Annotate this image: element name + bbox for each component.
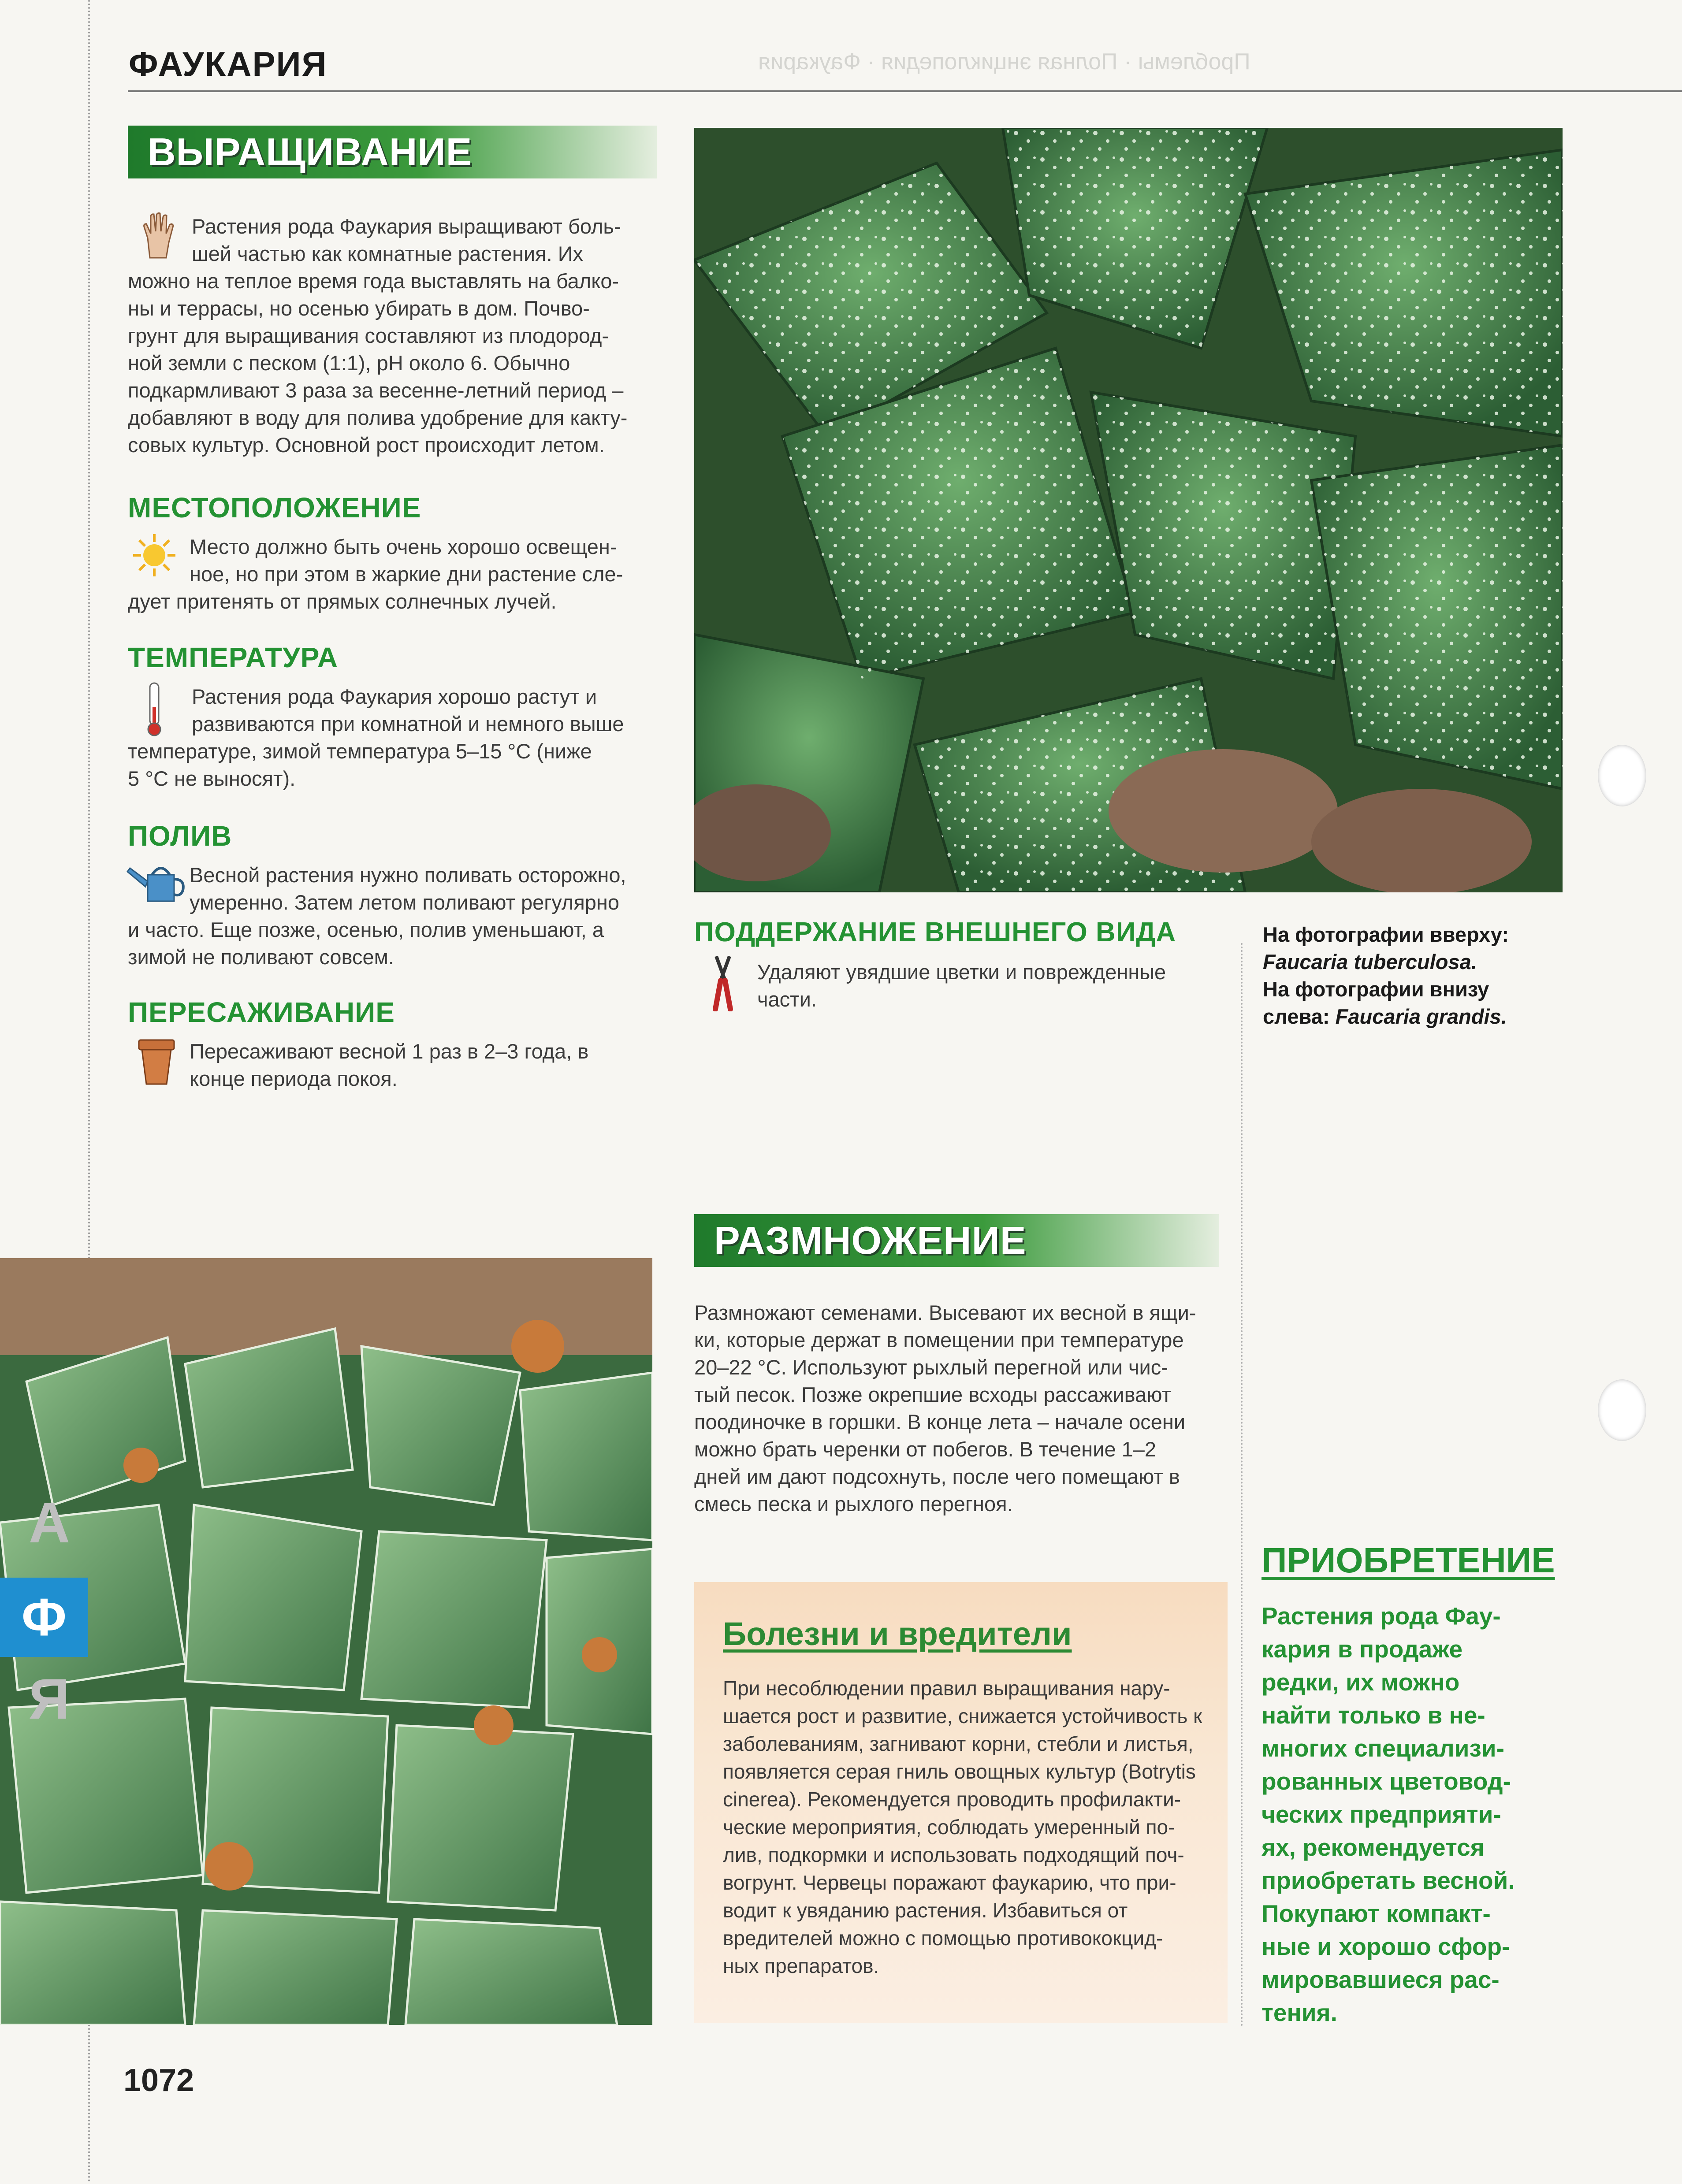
binder-hole xyxy=(1598,1379,1646,1441)
propagation-banner-text: РАЗМНОЖЕНИЕ xyxy=(714,1218,1027,1262)
care-text: Удаляют увядшие цветки и поврежденные части. xyxy=(757,960,1166,1011)
page-title: ФАУКАРИЯ xyxy=(129,45,327,83)
location-heading: МЕСТОПОЛОЖЕНИЕ xyxy=(128,492,421,524)
column-divider-dotted-line xyxy=(1241,943,1243,2027)
care-heading: ПОДДЕРЖАНИЕ ВНЕШНЕГО ВИДА xyxy=(694,917,1176,947)
cultivation-banner xyxy=(128,126,657,178)
repotting-heading: ПЕРЕСАЖИВАНИЕ xyxy=(128,996,395,1028)
watering-text: Весной растения нужно поливать осторожно, умеренно. Затем летом поливают регулярно и часто. Еще позже, осенью, полив уменьшают, а зимой не поливают совсем. xyxy=(128,863,626,969)
purchase-text: Растения рода Фау- кария в продаже редки, их можно найти только в не- многих специализи- рованных цветовод- ческих предприяти- ях, рекомендуется приобретать весной. Покупают компакт- ные и хорошо сфор- мировавшиеся рас- тения. xyxy=(1262,1602,1515,2026)
diseases-text: При несоблюдении правил выращивания нару- шается рост и развитие, снижается устойчивость к заболеваниям, загнивают корни, стебли и листья, появляется серая гниль овощных культур (Botrytis cinerea). Рекомендуется проводить профилакти- ческие мероприятия, соблюдать умеренный по- лив, подкормки и использовать подходящий поч- вогрунт. Червецы поражают фаукарию, что при- водит к увяданию растения. Избавиться от вредителей можно с помощью противококцид- ных препаратов. xyxy=(723,1677,1202,1977)
purchase-heading: ПРИОБРЕТЕНИЕ xyxy=(1262,1541,1555,1580)
photo-faucaria-tuberculosa xyxy=(694,128,1563,892)
cultivation-text: Растения рода Фаукария выращивают боль- шей частью как комнатные растения. Их можно на теплое время года выставлять на балко- ны и террасы, но осенью убирать в дом. Почво- грунт для выращивания составляют из плодород- ной земли с песком (1:1), рН около 6. Обычно подкармливают 3 раза за весенне-летний период – добавляют в воду для полива удобрение для какту- совых культур. Основной рост происходит летом. xyxy=(128,215,628,457)
alphabet-tab[interactable] xyxy=(0,1578,88,1657)
propagation-text: Размножают семенами. Высевают их весной в ящи- ки, которые держат в помещении при температуре 20–22 °С. Используют рыхлый перегной или чис- тый песок. Позже окрепшие всходы рассаживают поодиночке в горшки. В конце лета – начале осени можно брать черенки от побегов. В течение 1–2 дней им дают подсохнуть, после чего помещают в смесь песка и рыхлого перегноя. xyxy=(694,1301,1196,1515)
pruning-shears-icon xyxy=(707,954,738,1011)
diseases-heading: Болезни и вредители xyxy=(723,1616,1072,1652)
alphabet-current-letter: Ф xyxy=(21,1588,67,1647)
temperature-heading: ТЕМПЕРАТУРА xyxy=(128,642,339,673)
temperature-text: Растения рода Фаукария хорошо растут и развиваются при комнатной и немного выше температуре, зимой температура 5–15 °С (ниже 5 °С не выносят). xyxy=(128,685,624,790)
alphabet-prev-letter: А xyxy=(29,1490,70,1555)
photo-faucaria-grandis xyxy=(0,1258,652,2025)
watering-heading: ПОЛИВ xyxy=(128,820,232,852)
cultivation-banner-text: ВЫРАЩИВАНИЕ xyxy=(148,130,473,174)
page-number: 1072 xyxy=(123,2063,194,2098)
propagation-banner xyxy=(694,1214,1219,1267)
alphabet-next-letter: Я xyxy=(29,1667,70,1731)
flower-pot-icon xyxy=(137,1038,176,1086)
location-text: Место должно быть очень хорошо освещен- ное, но при этом в жаркие дни растение сле- дует притенять от прямых солнечных лучей. xyxy=(128,535,623,613)
repotting-text: Пересаживают весной 1 раз в 2–3 года, в конце периода покоя. xyxy=(190,1040,589,1090)
binder-hole xyxy=(1598,745,1646,806)
header-rule xyxy=(128,90,1682,92)
show-through-text: Проблемы · Полная энциклопедия · Фаукария xyxy=(758,49,1250,74)
photo-caption: На фотографии вверху: Faucaria tuberculosa. На фотографии внизу слева: Faucaria grandis. xyxy=(1263,923,1509,1028)
